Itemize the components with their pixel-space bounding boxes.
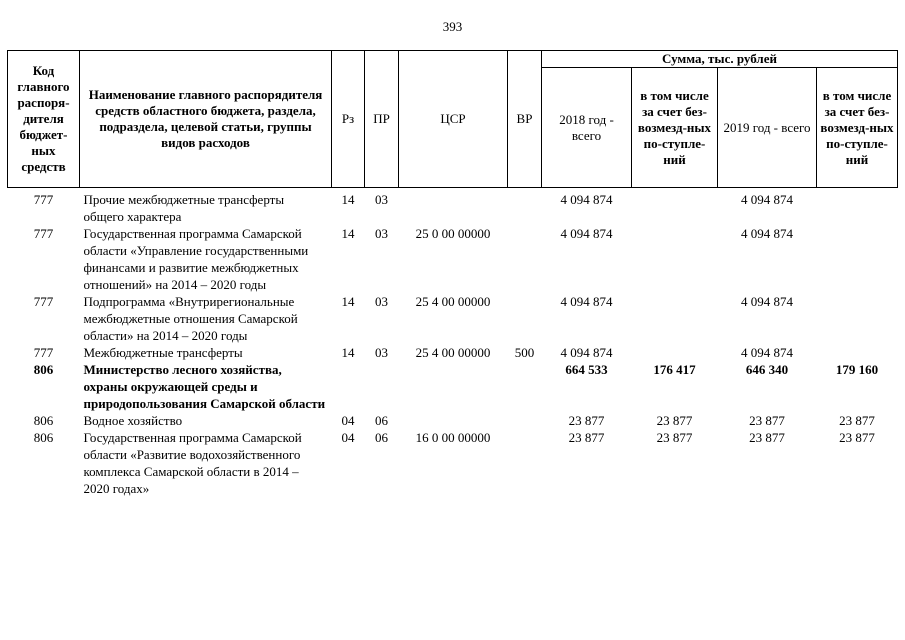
row-sum-2018: 4 094 874 [560,192,613,207]
row-pr: 03 [375,192,388,207]
header-2019-grants: в том числе за счет без-возмезд-ных по-ступле-ний [817,68,898,188]
row-sum-2019: 646 340 [745,362,789,377]
row-rz: 14 [341,345,355,360]
row-pr: 03 [375,345,388,360]
row-sum-2019: 4 094 874 [741,294,793,309]
row-name: Подпрограмма «Внутрирегиональные межбюджетные отношения Самарской области» на 2014 – 2020 годы [83,294,298,343]
row-grants-2018: 176 417 [653,362,696,377]
row-code: 777 [33,192,54,207]
header-2018-grants: в том числе за счет без-возмезд-ных по-ступле-ний [632,68,718,188]
row-sum-2019: 4 094 874 [741,226,793,241]
row-code: 777 [33,294,54,309]
row-vr [508,429,542,497]
table-body [8,188,898,498]
table-row [8,429,898,497]
row-grants-2019 [817,293,898,344]
row-pr: 03 [375,294,388,309]
row-rz: 14 [341,192,355,207]
row-sum-2018: 4 094 874 [560,294,613,309]
header-name: Наименование главного распорядителя средств областного бюджета, раздела, подраздела, целевой статьи, группы видов расходов [80,51,332,188]
table-row [8,361,898,412]
row-grants-2018 [632,293,718,344]
row-csr [399,188,508,226]
row-csr: 25 0 00 00000 [415,226,491,241]
row-code: 806 [33,430,54,445]
row-code: 777 [33,226,54,241]
row-sum-2018: 23 877 [568,430,605,445]
header-rz: Рз [332,51,365,188]
row-pr: 03 [375,226,388,241]
row-csr [399,412,508,429]
row-sum-2018: 23 877 [568,413,605,428]
header-sum-group: Сумма, тыс. рублей [542,51,898,68]
header-code: Код главного распоря-дителя бюджет-ных средств [8,51,80,188]
table-row [8,293,898,344]
row-rz: 04 [341,413,355,428]
row-grants-2018 [632,225,718,293]
row-grants-2018 [632,188,718,226]
row-grants-2019: 23 877 [839,413,875,428]
row-rz [332,361,365,412]
row-sum-2019: 4 094 874 [741,345,793,360]
header-2019-total: 2019 год - всего [718,68,817,188]
row-csr: 25 4 00 00000 [415,294,491,309]
row-vr [508,412,542,429]
row-grants-2019 [817,225,898,293]
row-sum-2019: 4 094 874 [741,192,793,207]
row-grants-2018 [632,344,718,361]
row-csr: 16 0 00 00000 [415,430,491,445]
page-number: 393 [442,19,463,34]
row-grants-2018: 23 877 [656,430,693,445]
row-name: Прочие межбюджетные трансферты общего характера [83,192,285,224]
table-row [8,225,898,293]
row-rz: 14 [341,294,355,309]
row-sum-2018: 664 533 [565,362,608,377]
row-code: 777 [33,345,54,360]
row-pr: 06 [375,413,388,428]
row-sum-2018: 4 094 874 [560,345,613,360]
row-grants-2019: 23 877 [839,430,875,445]
row-csr [399,361,508,412]
budget-table [7,50,898,497]
table-row [8,344,898,361]
row-grants-2019: 179 160 [835,362,879,377]
row-pr [365,361,399,412]
row-name: Водное хозяйство [83,413,183,428]
row-sum-2018: 4 094 874 [560,226,613,241]
row-pr: 06 [375,430,388,445]
table-row [8,412,898,429]
header-vr: ВР [508,51,542,188]
header-2018-total: 2018 год - всего [542,68,632,188]
row-sum-2019: 23 877 [749,413,785,428]
row-grants-2019 [817,344,898,361]
table-row [8,188,898,226]
row-grants-2019 [817,188,898,226]
row-name: Межбюджетные трансферты [83,345,243,360]
row-code: 806 [33,362,54,377]
row-name: Министерство лесного хозяйства, охраны окружающей среды и природопользования Самарской области [83,362,326,411]
row-vr [508,225,542,293]
row-sum-2019: 23 877 [749,430,785,445]
row-csr: 25 4 00 00000 [415,345,491,360]
row-rz: 14 [341,226,355,241]
row-name: Государственная программа Самарской области «Развитие водохозяйственного комплекса Самарской области в 2014 – 2020 годах» [83,430,302,496]
row-vr: 500 [514,345,535,360]
header-csr: ЦСР [399,51,508,188]
row-rz: 04 [341,430,355,445]
header-pr: ПР [365,51,399,188]
row-vr [508,293,542,344]
row-code: 806 [33,413,54,428]
row-name: Государственная программа Самарской области «Управление государственными финансами и развитие межбюджетных отношений» на 2014 – 2020 годы [83,226,309,292]
row-grants-2018: 23 877 [656,413,693,428]
row-vr [508,188,542,226]
row-vr [508,361,542,412]
